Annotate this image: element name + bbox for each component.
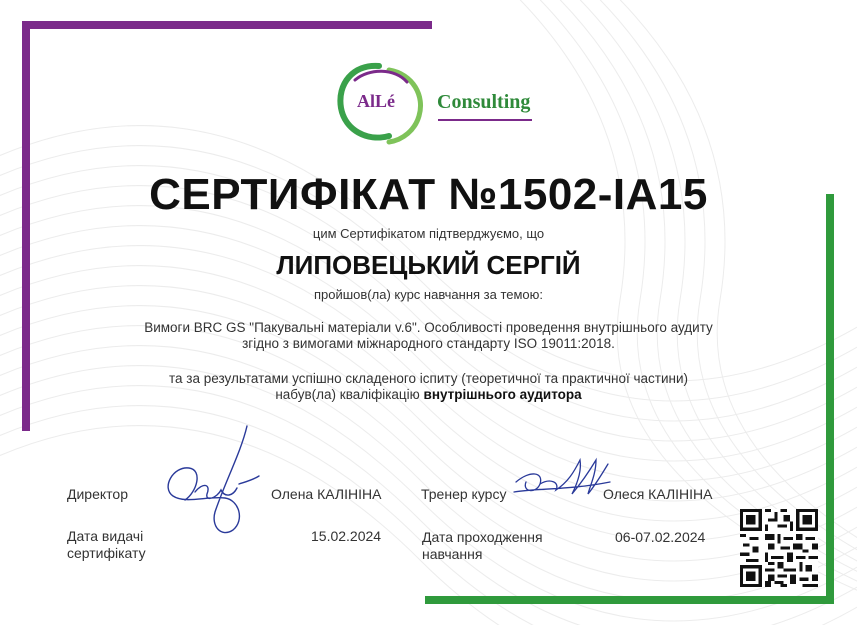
trainer-label: Тренер курсу <box>421 486 507 502</box>
training-date-label-2: навчання <box>422 546 483 562</box>
director-signature <box>155 422 265 542</box>
logo-underline <box>438 119 532 121</box>
frame-purple-top <box>22 21 432 29</box>
result-line-2-prefix: набув(ла) кваліфікацію <box>275 387 424 402</box>
trainer-name: Олеся КАЛІНІНА <box>603 486 713 502</box>
trainer-signature <box>510 452 615 507</box>
confirm-text: цим Сертифікатом підтверджуємо, що <box>312 226 545 241</box>
director-label: Директор <box>67 486 128 502</box>
course-topic-line-2: згідно з вимогами міжнародного стандарту ISO 19011:2018. <box>242 336 615 351</box>
qr-code-icon <box>740 509 818 587</box>
issue-date-label-1: Дата видачі <box>67 528 144 544</box>
issue-date-label-2: сертифікату <box>67 545 146 561</box>
issue-date-value: 15.02.2024 <box>311 528 382 544</box>
training-date-value: 06-07.02.2024 <box>615 529 706 545</box>
director-name: Олена КАЛІНІНА <box>271 486 382 502</box>
result-line-1: та за результатами успішно складеного іспиту (теоретичної та практичної частини) <box>169 371 688 386</box>
training-date-label-1: Дата проходження <box>422 529 543 545</box>
result-line-2 <box>0 387 857 402</box>
qualification: внутрішнього аудитора <box>423 387 582 402</box>
recipient-name: ЛИПОВЕЦЬКИЙ СЕРГІЙ <box>276 250 581 280</box>
frame-green-bottom <box>425 596 834 604</box>
course-topic-line-1: Вимоги BRC GS "Пакувальні матеріали v.6". Особливості проведення внутрішнього аудиту <box>144 320 713 335</box>
logo-monogram: AlLé <box>357 91 395 111</box>
logo-name: Consulting <box>437 91 531 113</box>
course-intro: пройшов(ла) курс навчання за темою: <box>313 287 544 302</box>
certificate-title: СЕРТИФІКАТ №1502-IA15 <box>149 170 708 219</box>
